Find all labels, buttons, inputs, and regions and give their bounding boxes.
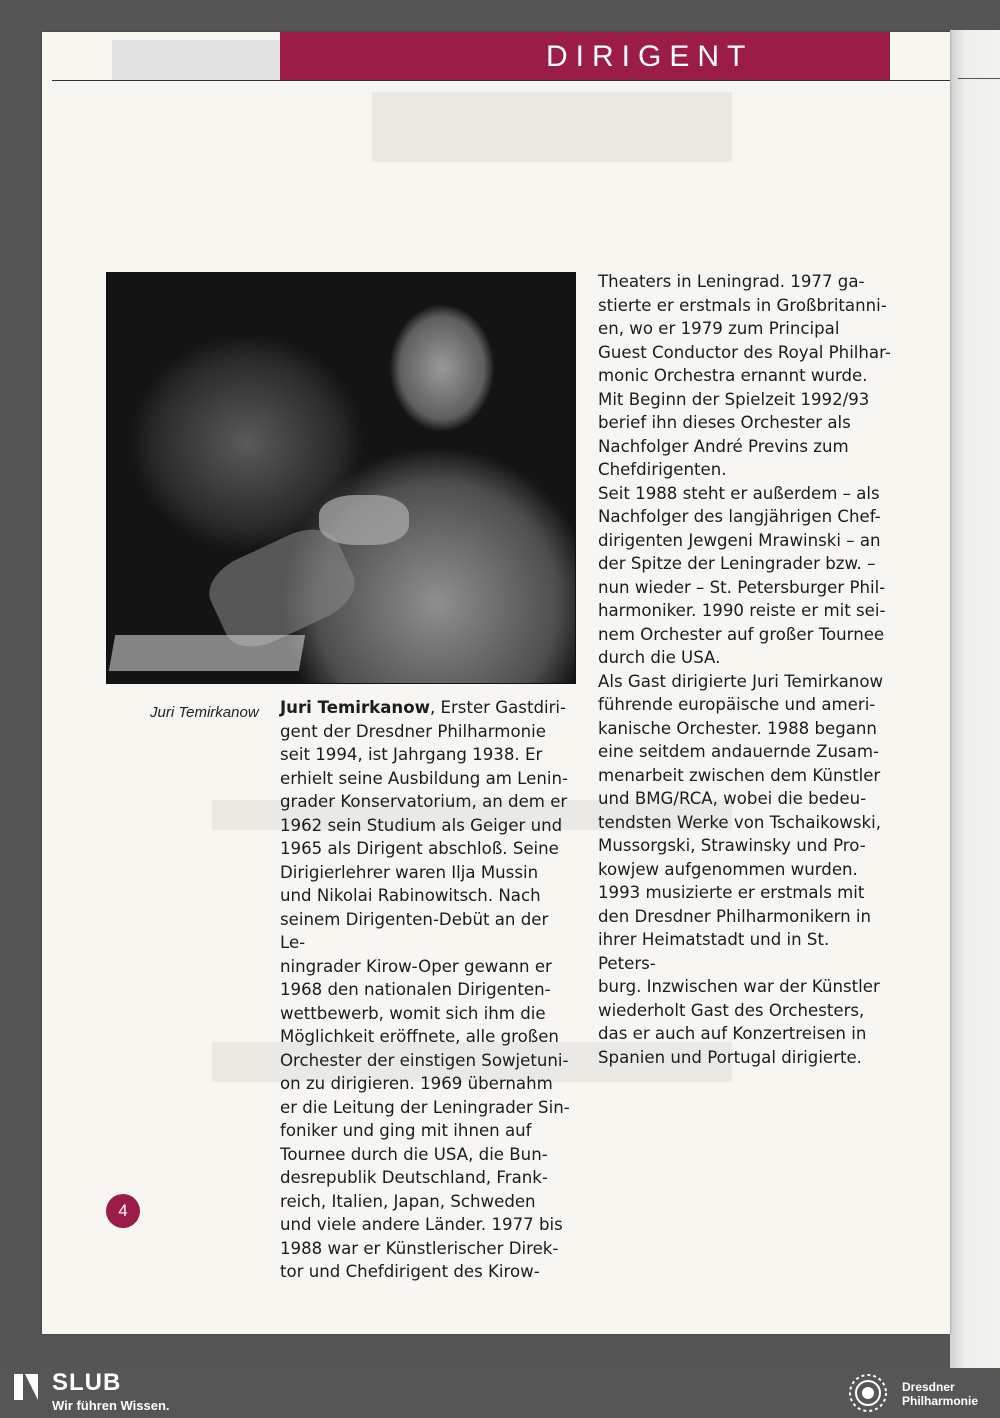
slub-logo-icon	[14, 1374, 38, 1400]
footer-bar	[0, 1368, 1000, 1418]
show-through-header	[112, 40, 280, 80]
header-rule	[52, 80, 950, 81]
partner-line-1: Dresdner	[902, 1380, 955, 1394]
photo-score-stand	[109, 635, 305, 671]
partner-line-2: Philharmonie	[902, 1394, 979, 1408]
lead-name: Juri Temirkanow	[280, 698, 430, 717]
photo-caption: Juri Temirkanow	[150, 704, 259, 721]
slub-tagline: Wir führen Wissen.	[52, 1398, 170, 1413]
slub-name: SLUB	[52, 1369, 122, 1396]
dresdner-philharmonie-wordmark	[902, 1380, 978, 1408]
page-title: DIRIGENT	[546, 40, 754, 73]
photo-hand	[319, 495, 409, 545]
conductor-photo	[106, 272, 576, 684]
show-through-text	[372, 92, 732, 162]
page-number-badge: 4	[106, 1194, 140, 1228]
article-column-right: Theaters in Leningrad. 1977 ga- stierte er erstmals in Großbritanni- en, wo er 1979 zum Principal Guest Conductor des Royal Philhar- monic Orchestra ernannt wurde. Mit Beginn der Spielzeit 1992/93 berief ihn dieses Orchester als Nachfolger André Previns zum Chefdirigenten. Seit 1988 steht er außerdem – als Nachfolger des langjährigen Chef- dirigenten Jewgeni Mrawinski – an der Spitze der Leningrader bzw. – nun wieder – St. Petersburger Phil- harmoniker. 1990 reiste er mit sei- nem Orchester auf großer Tournee durch die USA. Als Gast dirigierte Juri Temirkanow führende europäische und ameri- kanische Orchester. 1988 begann eine seitdem andauernde Zusam- menarbeit zwischen dem Künstler und BMG/RCA, wobei die bedeu- tendsten Werke von Tschaikowski, Mussorgski, Strawinsky und Pro- kowjew aufgenommen wurden. 1993 musizierte er erstmals mit den Dresdner Philharmonikern in ihrer Heimatstadt und in St. Peters- burg. Inzwischen war der Künstler wiederholt Gast des Orchesters, das er auch auf Konzertreisen in Spanien und Portugal dirigierte.	[598, 272, 891, 1067]
brochure-page	[42, 32, 950, 1334]
article-column-left	[280, 696, 576, 1284]
dresdner-philharmonie-logo-icon	[842, 1371, 894, 1415]
header-bar	[280, 32, 890, 80]
adjacent-page-edge	[950, 30, 1000, 1368]
left-column-text: , Erster Gastdiri- gent der Dresdner Philharmonie seit 1994, ist Jahrgang 1938. Er erhielt seine Ausbildung am Lenin- grader Konservatorium, an dem er 1962 sein Studium als Geiger und 1965 als Dirigent abschloß. Seine Dirigierlehrer waren Ilja Mussin und Nikolai Rabinowitsch. Nach seinem Dirigenten-Debüt an der Le- ningrader Kirow-Oper gewann er 1968 den nationalen Dirigenten- wettbewerb, womit sich ihm die Möglichkeit eröffnete, alle großen Orchester der einstigen Sowjetuni- on zu dirigieren. 1969 übernahm er die Leitung der Leningrader Sin- foniker und ging mit ihnen auf Tournee durch die USA, die Bun- desrepublik Deutschland, Frank- reich, Italien, Japan, Schweden und viele andere Länder. 1977 bis 1988 war er Künstlerischer Direk- tor und Chefdirigent des Kirow-	[280, 698, 570, 1281]
